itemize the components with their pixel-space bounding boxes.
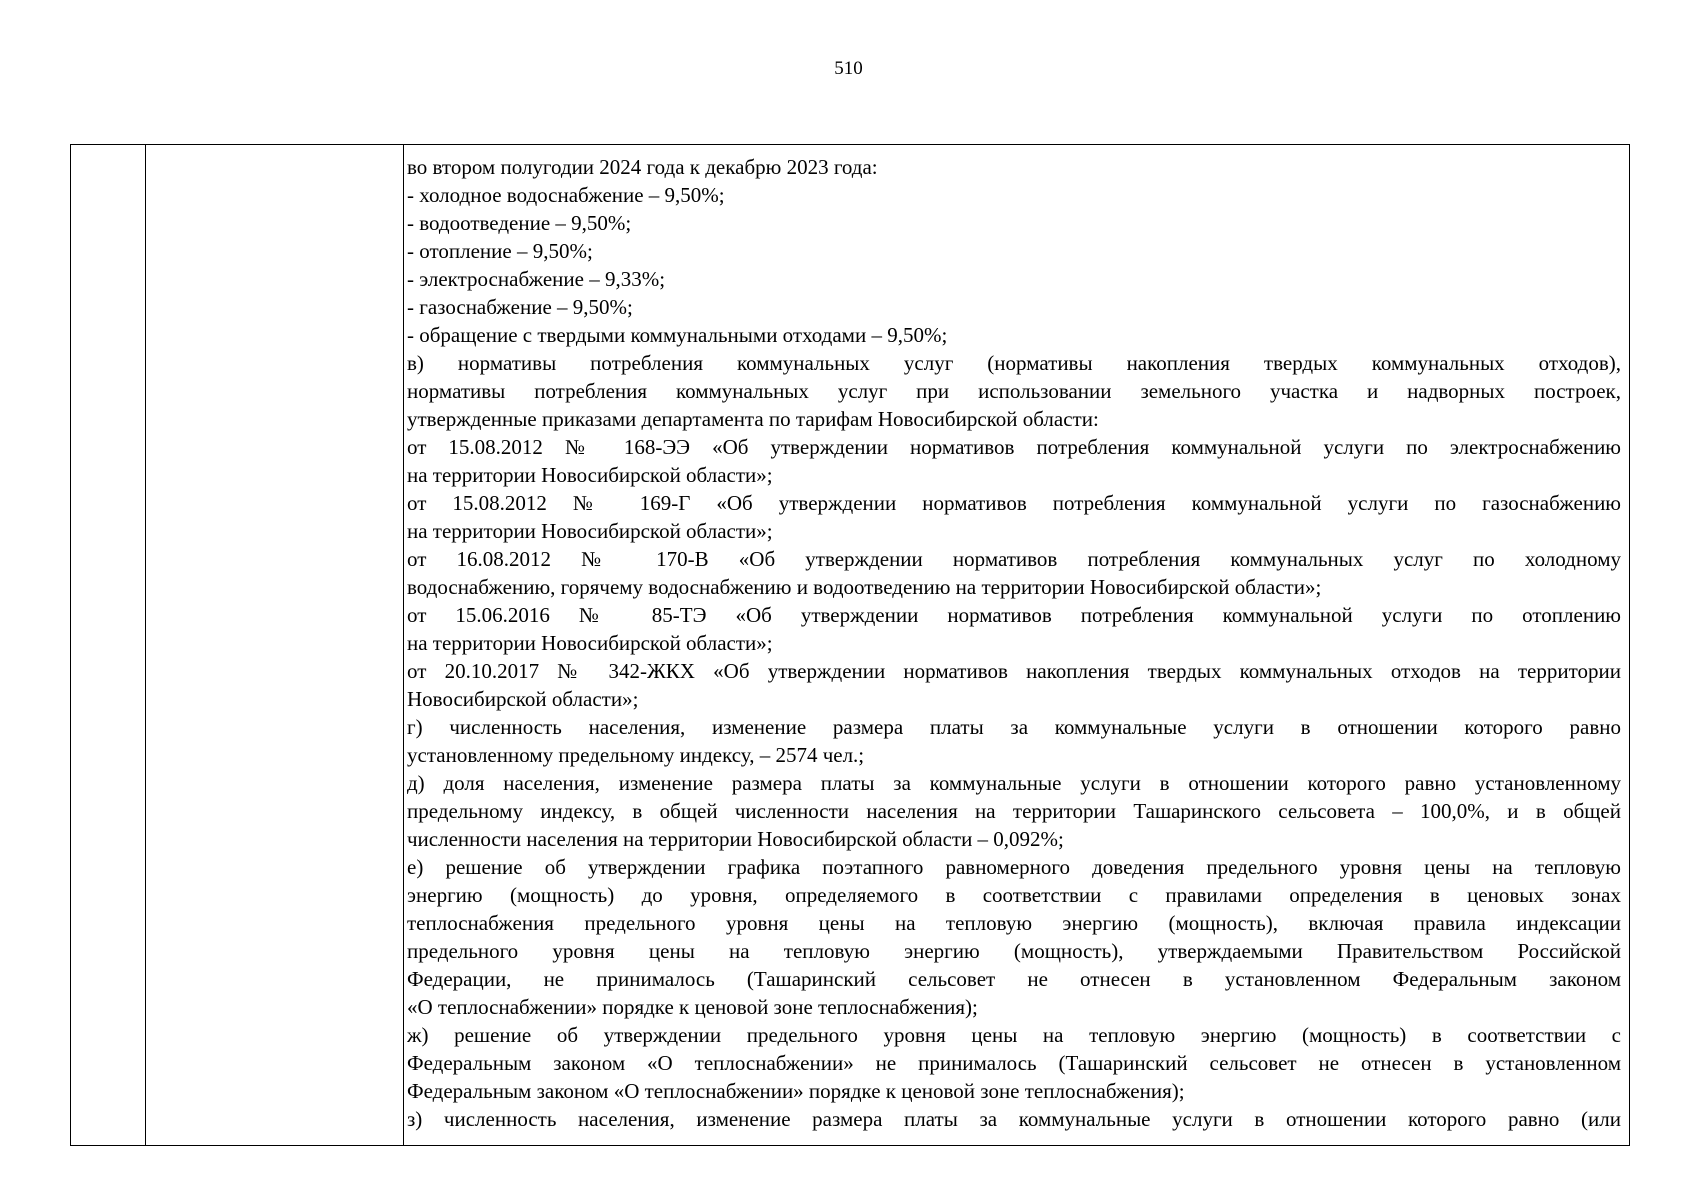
text-line: - холодное водоснабжение – 9,50%; (407, 183, 725, 207)
text-line: - газоснабжение – 9,50%; (407, 295, 633, 319)
text-line: от 15.06.2016 № 85-ТЭ «Об утверждении нормативов потребления коммунальной услуги по отоплению (407, 603, 1621, 627)
text-line: Федеральным законом «О теплоснабжении» порядке к ценовой зоне теплоснабжения); (407, 1079, 1185, 1103)
text-line: Федеральным законом «О теплоснабжении» не принималось (Ташаринский сельсовет не отнесен в установленном (407, 1051, 1621, 1075)
text-line: утвержденные приказами департамента по тарифам Новосибирской области: (407, 407, 1099, 431)
text-line: на территории Новосибирской области»; (407, 631, 773, 655)
text-line: теплоснабжения предельного уровня цены на тепловую энергию (мощность), включая правила индексации (407, 911, 1621, 935)
text-line: предельного уровня цены на тепловую энергию (мощность), утверждаемыми Правительством Российской (407, 939, 1621, 963)
text-line: водоснабжению, горячему водоснабжению и водоотведению на территории Новосибирской области»; (407, 575, 1322, 599)
document-table (70, 144, 1630, 1146)
text-line: от 15.08.2012 № 169-Г «Об утверждении нормативов потребления коммунальной услуги по газоснабжению (407, 491, 1621, 515)
table-cell-content (407, 153, 1621, 1143)
text-line: в) нормативы потребления коммунальных услуг (нормативы накопления твердых коммунальных отходов), (407, 351, 1621, 375)
text-line: е) решение об утверждении графика поэтапного равномерного доведения предельного уровня цены на тепловую (407, 855, 1621, 879)
text-line: г) численность населения, изменение размера платы за коммунальные услуги в отношении которого равно (407, 715, 1621, 739)
text-line: предельному индексу, в общей численности населения на территории Ташаринского сельсовета – 100,0%, и в общей (407, 799, 1621, 823)
page-number: 510 (834, 58, 863, 79)
text-line: численности населения на территории Новосибирской области – 0,092%; (407, 827, 1064, 851)
text-line: «О теплоснабжении» порядке к ценовой зоне теплоснабжения); (407, 995, 978, 1019)
text-line: - водоотведение – 9,50%; (407, 211, 632, 235)
text-line: на территории Новосибирской области»; (407, 519, 773, 543)
text-line: - электроснабжение – 9,33%; (407, 267, 666, 291)
text-line: - отопление – 9,50%; (407, 239, 593, 263)
text-line: энергию (мощность) до уровня, определяемого в соответствии с правилами определения в ценовых зонах (407, 883, 1621, 907)
text-line: нормативы потребления коммунальных услуг при использовании земельного участка и надворных построек, (407, 379, 1621, 403)
text-line: во втором полугодии 2024 года к декабрю 2023 года: (407, 155, 878, 179)
text-line: на территории Новосибирской области»; (407, 463, 773, 487)
text-line: Федерации, не принималось (Ташаринский сельсовет не отнесен в установленном Федеральным законом (407, 967, 1621, 991)
table-cell-number (71, 145, 146, 1145)
text-line: - обращение с твердыми коммунальными отходами – 9,50%; (407, 323, 948, 347)
text-line: Новосибирской области»; (407, 687, 639, 711)
text-line: от 16.08.2012 № 170-В «Об утверждении нормативов потребления коммунальных услуг по холодному (407, 547, 1621, 571)
text-line: установленному предельному индексу, – 2574 чел.; (407, 743, 865, 767)
text-line: д) доля населения, изменение размера платы за коммунальные услуги в отношении которого равно установленному (407, 771, 1621, 795)
text-line: от 20.10.2017 № 342-ЖКХ «Об утверждении нормативов накопления твердых коммунальных отходов на территории (407, 659, 1621, 683)
table-cell-name (145, 145, 404, 1145)
text-line: ж) решение об утверждении предельного уровня цены на тепловую энергию (мощность) в соответствии с (407, 1023, 1621, 1047)
text-line: от 15.08.2012 № 168-ЭЭ «Об утверждении нормативов потребления коммунальной услуги по электроснабжению (407, 435, 1621, 459)
text-line: з) численность населения, изменение размера платы за коммунальные услуги в отношении которого равно (или (407, 1107, 1621, 1131)
